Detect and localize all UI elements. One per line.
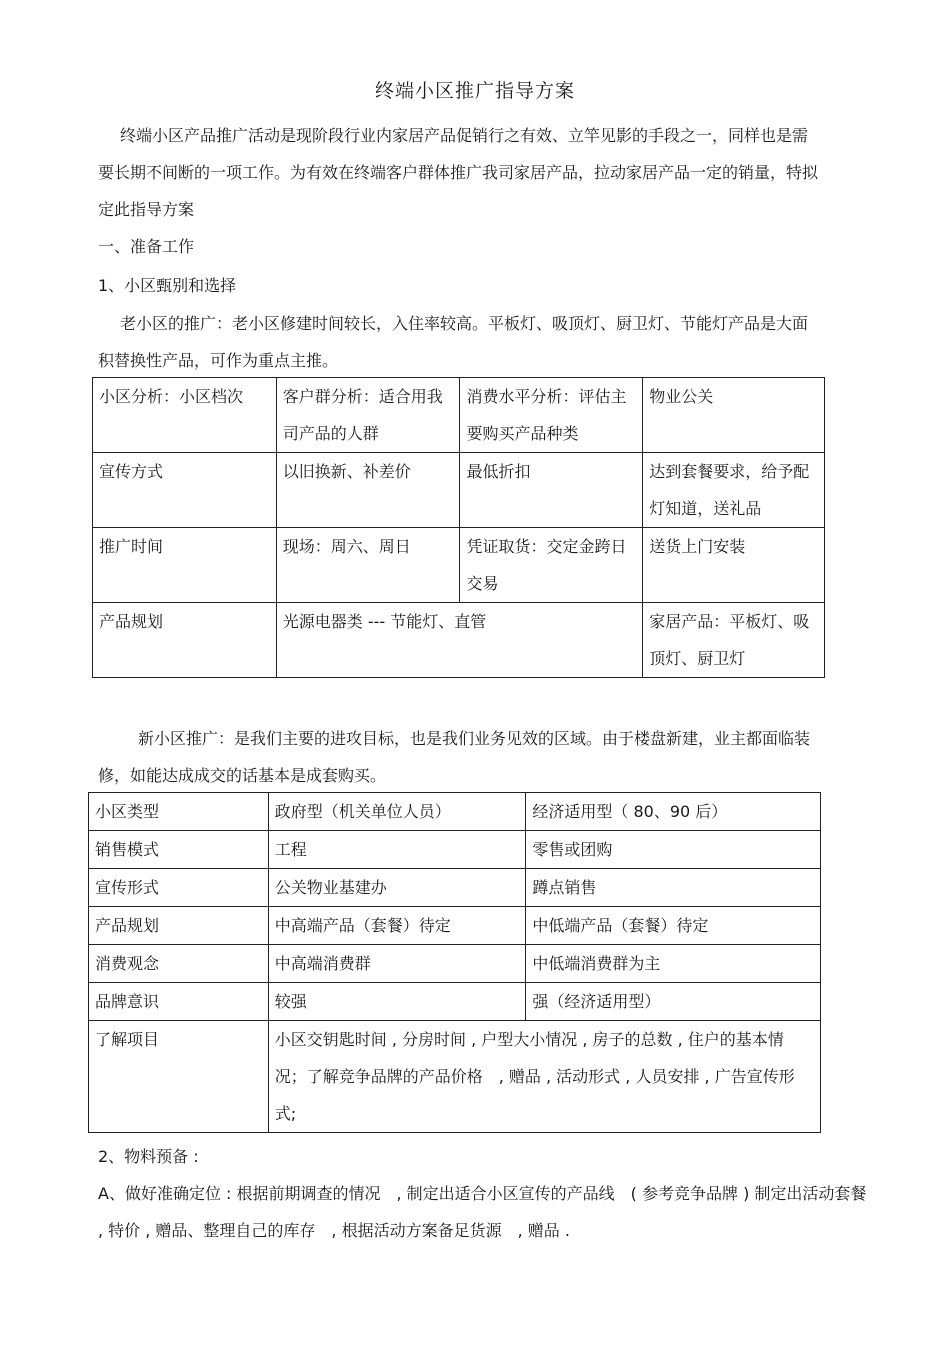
intro-paragraph: 终端小区产品推广活动是现阶段行业内家居产品促销行之有效、立竿见影的手段之一，同样也是需要长期不间断的一项工作。为有效在终端客户群体推广我司家居产品，拉动家居产品一定的销量，特拟定此指导方案: [98, 126, 819, 219]
table-cell: 现场：周六、周日: [276, 528, 460, 603]
table-row: [89, 1021, 821, 1133]
table-cell: 中高端消费群: [268, 945, 526, 983]
table-cell: 达到套餐要求，给予配灯知道，送礼品: [643, 453, 825, 528]
subheading-materials: 2、物料预备 :: [98, 1147, 199, 1166]
table-cell: 零售或团购: [526, 831, 821, 869]
table-cell: 消费观念: [89, 945, 269, 983]
table-row: [89, 945, 821, 983]
table-cell: 小区交钥匙时间 , 分房时间 , 户型大小情况 , 房子的总数 , 住户的基本情况；了解竞争品牌的产品价格 , 赠品 , 活动形式 , 人员安排 , 广告宣传形式;: [268, 1021, 820, 1133]
table-row: [93, 453, 825, 528]
table-cell: 工程: [268, 831, 526, 869]
item-a-paragraph: A、做好准确定位 : 根据前期调查的情况 , 制定出适合小区宣传的产品线 ( 参考竞争品牌 ) 制定出活动套餐 , 特价 , 赠品、整理自己的库存 , 根据活动方案备足货源 , 赠品 .: [98, 1184, 867, 1240]
table-row: [93, 528, 825, 603]
table-cell: 强（经济适用型）: [526, 983, 821, 1021]
old-community-paragraph: 老小区的推广：老小区修建时间较长，入住率较高。平板灯、吸顶灯、厨卫灯、节能灯产品是大面积替换性产品，可作为重点主推。: [98, 314, 809, 370]
table-row: [89, 869, 821, 907]
table-cell: 最低折扣: [460, 453, 643, 528]
table-cell: 政府型（机关单位人员）: [268, 793, 526, 831]
section-heading-preparation: 一、准备工作: [98, 237, 195, 256]
table-row: [93, 603, 825, 678]
table-cell: 送货上门安装: [643, 528, 825, 603]
table-cell: 物业公关: [643, 378, 825, 453]
table-cell: 光源电器类 --- 节能灯、直管: [276, 603, 642, 678]
table-cell: 公关物业基建办: [268, 869, 526, 907]
table-cell: 以旧换新、补差价: [276, 453, 460, 528]
table-cell: 中低端产品（套餐）待定: [526, 907, 821, 945]
table-row: [89, 793, 821, 831]
table-cell: 销售模式: [89, 831, 269, 869]
table-row: [93, 378, 825, 453]
table-row: [89, 983, 821, 1021]
table-cell: 小区分析：小区档次: [93, 378, 277, 453]
old-community-table: [92, 377, 825, 678]
table-cell: 客户群分析：适合用我司产品的人群: [276, 378, 460, 453]
table-cell: 经济适用型（ 80、90 后）: [526, 793, 821, 831]
table-cell: 宣传形式: [89, 869, 269, 907]
subheading-community-selection: 1、小区甄别和选择: [98, 276, 237, 295]
table-cell: 中高端产品（套餐）待定: [268, 907, 526, 945]
table-cell: 小区类型: [89, 793, 269, 831]
table-cell: 较强: [268, 983, 526, 1021]
table-cell: 家居产品：平板灯、吸顶灯、厨卫灯: [643, 603, 825, 678]
new-community-table: [88, 792, 821, 1133]
table-cell: 蹲点销售: [526, 869, 821, 907]
table-cell: 产品规划: [89, 907, 269, 945]
table-cell: 宣传方式: [93, 453, 277, 528]
table-cell: 消费水平分析：评估主要购买产品种类: [460, 378, 643, 453]
table-cell: 推广时间: [93, 528, 277, 603]
table-cell: 品牌意识: [89, 983, 269, 1021]
new-community-paragraph: 新小区推广：是我们主要的进攻目标，也是我们业务见效的区域。由于楼盘新建，业主都面临装修，如能达成成交的话基本是成套购买。: [98, 729, 811, 785]
table-cell: 中低端消费群为主: [526, 945, 821, 983]
table-row: [89, 831, 821, 869]
table-cell: 了解项目: [89, 1021, 269, 1133]
table-cell: 产品规划: [93, 603, 277, 678]
document-title: 终端小区推广指导方案: [374, 80, 575, 102]
table-cell: 凭证取货：交定金跨日交易: [460, 528, 643, 603]
table-row: [89, 907, 821, 945]
